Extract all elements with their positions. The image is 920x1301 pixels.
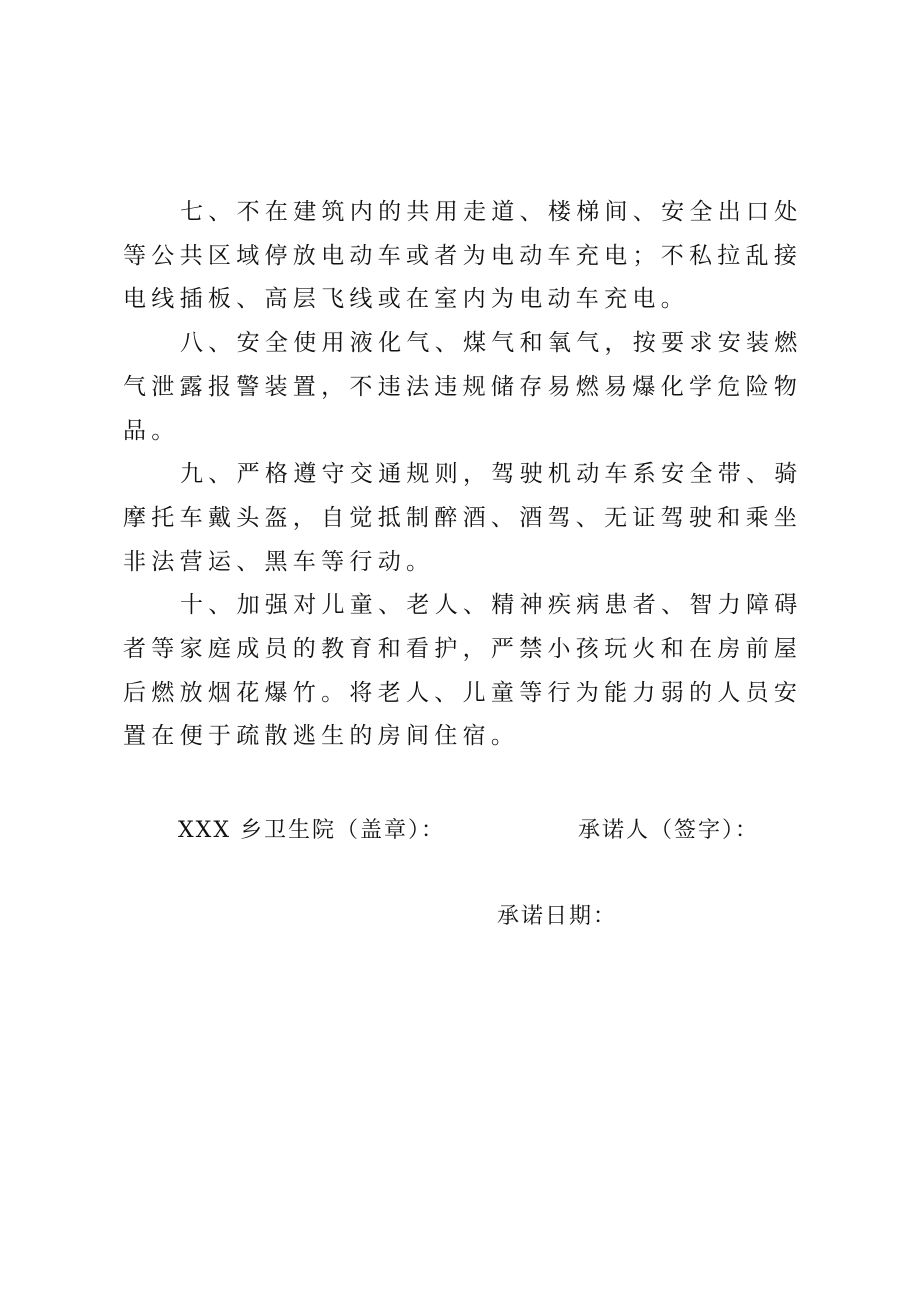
clause-8: 八、安全使用液化气、煤气和氧气，按要求安装燃气泄露报警装置，不违法违规储存易燃易爆化学危险物品。 — [123, 330, 803, 444]
clause-9: 九、严格遵守交通规则，驾驶机动车系安全带、骑摩托车戴头盔，自觉抵制醉酒、酒驾、无证驾驶和乘坐非法营运、黑车等行动。 — [123, 461, 803, 575]
promisor-signature-label: 承诺人（签字）： — [578, 818, 760, 843]
commitment-date-label: 承诺日期： — [497, 904, 618, 929]
clause-10: 十、加强对儿童、老人、精神疾病患者、智力障碍者等家庭成员的教育和看护，严禁小孩玩火和在房前屋后燃放烟花爆竹。将老人、儿童等行为能力弱的人员安置在便于疏散逃生的房间住宿。 — [123, 592, 803, 750]
organization-seal-label: XXX 乡卫生院（盖章）： — [178, 818, 445, 843]
commitment-body — [123, 191, 819, 759]
clause-7: 七、不在建筑内的共用走道、楼梯间、安全出口处等公共区域停放电动车或者为电动车充电；不私拉乱接电线插板、高层飞线或在室内为电动车充电。 — [123, 199, 803, 313]
